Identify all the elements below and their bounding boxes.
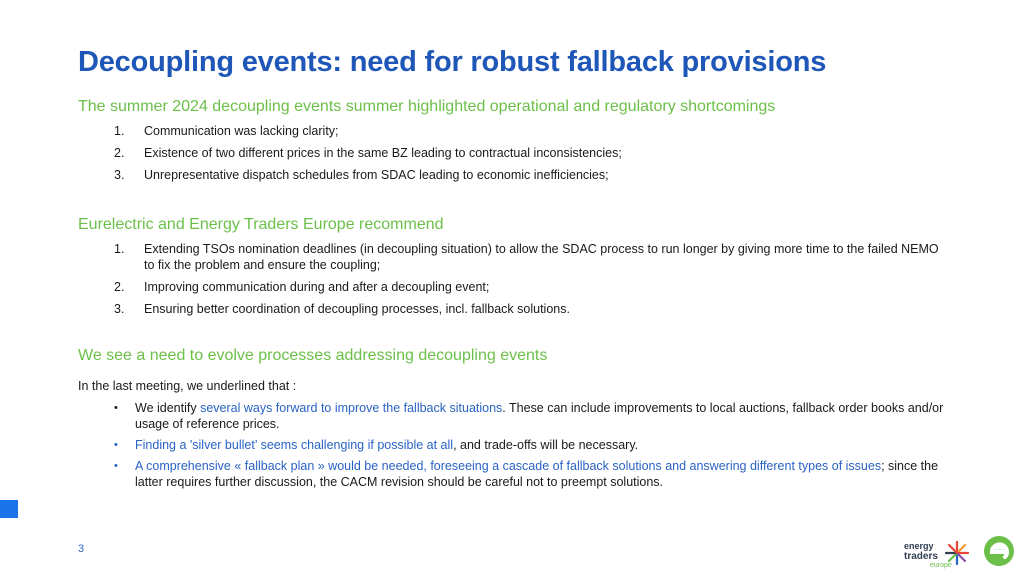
starburst-icon [944, 540, 970, 566]
list-text [135, 458, 950, 490]
text-run: We identify [135, 401, 201, 415]
list-item [0, 167, 1000, 183]
bullet-icon: • [114, 439, 118, 451]
list-item [0, 241, 1000, 273]
list-number: 3. [114, 168, 125, 182]
list-number: 3. [114, 302, 125, 316]
text-run: . These can include improvements to local auctions, fallback order books and/or usage of reference prices. [135, 401, 944, 431]
list-item [0, 279, 1000, 295]
logo-text-traders: traders [904, 551, 938, 562]
eurelectric-logo [982, 534, 1016, 568]
list-text: Ensuring better coordination of decoupling processes, incl. fallback solutions. [144, 302, 570, 316]
list-number: 1. [114, 242, 125, 256]
bullet-icon: • [114, 402, 118, 414]
list-text: Existence of two different prices in the same BZ leading to contractual inconsistencies; [144, 146, 622, 160]
highlight-text: several ways forward to improve the fallback situations [200, 401, 503, 415]
list-item [0, 145, 1000, 161]
list-item [0, 400, 1000, 432]
list-number: 2. [114, 146, 125, 160]
section-heading-recommendations: Eurelectric and Energy Traders Europe recommend [78, 216, 444, 233]
highlight-text: Finding a 'silver bullet’ seems challenging if possible at all [135, 438, 454, 452]
list-item [0, 437, 1000, 453]
side-marker [0, 500, 18, 518]
list-number: 1. [114, 124, 125, 138]
bullet-icon: • [114, 460, 118, 472]
list-item [0, 123, 1000, 139]
list-text [135, 437, 950, 453]
recommendations-list [0, 241, 1000, 323]
list-number: 2. [114, 280, 125, 294]
list-text: Improving communication during and after a decoupling event; [144, 280, 490, 294]
shortcomings-list [0, 123, 1000, 189]
energy-traders-europe-logo [900, 540, 970, 570]
slide-title: Decoupling events: need for robust fallback provisions [78, 46, 827, 78]
eurelectric-e-icon [982, 534, 1016, 568]
findings-list [0, 400, 1000, 495]
text-run: ; since the latter requires further discussion, the CACM revision should be careful not to preempt solutions. [135, 459, 939, 489]
list-item [0, 458, 1000, 490]
section-heading-evolve-processes: We see a need to evolve processes addressing decoupling events [78, 347, 548, 364]
section-heading-shortcomings: The summer 2024 decoupling events summer highlighted operational and regulatory shortcomings [78, 98, 776, 115]
highlight-text: A comprehensive « fallback plan » would be needed, foreseeing a cascade of fallback solutions and answering different types of issues [135, 459, 882, 473]
intro-text: In the last meeting, we underlined that : [78, 379, 297, 393]
list-text [135, 400, 950, 432]
page-number: 3 [78, 543, 85, 555]
logo-text-energy: energy [904, 541, 934, 551]
list-item [0, 301, 1000, 317]
list-text: Extending TSOs nomination deadlines (in decoupling situation) to allow the SDAC process to run longer by giving more time to the failed NEMO to fix the problem and ensure the coupling; [144, 242, 939, 272]
list-text: Unrepresentative dispatch schedules from SDAC leading to economic inefficiencies; [144, 168, 609, 182]
text-run: , and trade-offs will be necessary. [453, 438, 639, 452]
logo-text-europe: europe [930, 562, 952, 569]
list-text: Communication was lacking clarity; [144, 124, 339, 138]
